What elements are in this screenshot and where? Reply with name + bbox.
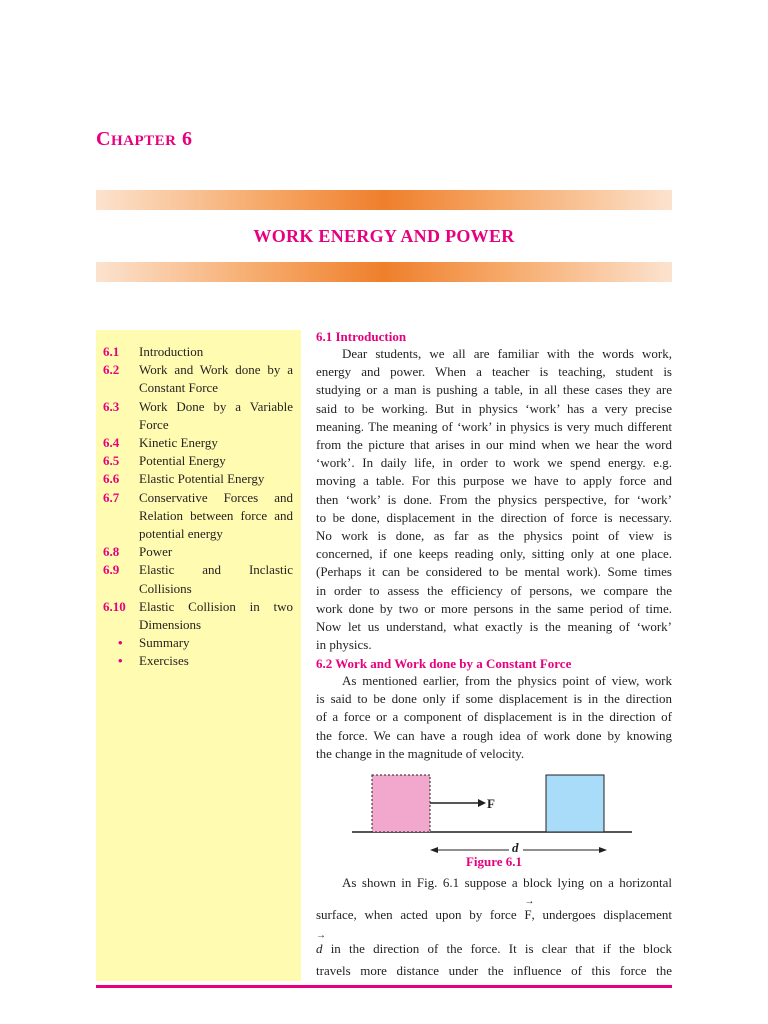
paragraph-line [316,896,672,923]
paragraph-line: then ‘work’ is done. From the physics perspective, for ‘work’ [316,491,672,507]
toc-label-line: Elastic Collision in two [139,598,293,614]
paragraph-line: to be done, displacement in the direction of force is necessary. [316,509,672,525]
paragraph-line: of a force or a component of displacement is in the direction of [316,709,672,725]
chapter-label: CHAPTER 6 [96,128,193,150]
toc-number: 6.6 [103,471,120,487]
text-segment: in the direction of the force. It is clear that if the block [322,941,672,956]
paragraph-line: in physics. [316,637,372,653]
paragraph-line [316,930,672,957]
toc-label-line: Potential Energy [139,453,226,469]
paragraph-line: studying or a man is pushing a table, in all these cases they are [316,382,672,398]
toc-bullet: • [118,653,123,669]
toc-label-line: Constant Force [139,380,219,396]
toc-number: 6.3 [103,398,120,414]
displacement-vector-symbol: → d [316,930,326,956]
toc-label [139,434,293,452]
toc-label [139,598,293,634]
toc-label-line: Conservative Forces and [139,489,293,505]
paragraph-line: Dear students, we all are familiar with the words work, [342,346,672,361]
paragraph-line: As mentioned earlier, from the physics point of view, work [342,673,672,688]
block-final-position [546,775,604,832]
paragraph-line: As shown in Fig. 6.1 suppose a block lying on a horizontal [342,875,672,890]
toc-label-line: Work and Work done by a [139,362,293,378]
toc-label [139,543,293,561]
toc-number: 6.5 [103,453,120,469]
toc-label [139,343,293,361]
section-heading-introduction: 6.1 Introduction [316,329,407,344]
paragraph-line: from the picture that arises in our mind when we hear the word [316,437,672,452]
toc-label [139,398,293,434]
paragraph-line: in order to assess the efficiency of persons, we compare the [316,582,672,598]
paragraph-line: No work is done, as far as the physics point of view is [316,528,672,543]
toc-label-line: Kinetic Energy [139,435,218,450]
toc-number: 6.1 [103,344,120,359]
paragraph-line: moving a table. For this purpose we have to apply force and [316,473,672,489]
paragraph-line: work done by two or more persons in the same period of time. [316,600,672,616]
toc-label-line: Elastic Potential Energy [139,471,265,487]
section-heading-work-constant-force: 6.2 Work and Work done by a Constant Force [316,656,572,671]
toc-label-line: Summary [139,635,190,651]
chapter-title: WORK ENERGY AND POWER [253,226,515,246]
toc-label-line: Dimensions [139,617,202,632]
text-segment: , undergoes displacement [531,907,672,922]
paragraph-line: travels more distance under the influence of this force the [316,963,672,978]
toc-label-line: Force [139,416,169,432]
force-arrow-head [478,799,486,807]
toc-label [139,489,293,544]
paragraph-line: the force. We can have a rough idea of work done by knowing [316,727,672,743]
toc-number: 6.2 [103,362,120,378]
paragraph-line: (Perhaps it can be considered to be mental work). Some times [316,564,672,580]
title-band-bottom [96,262,672,282]
paragraph-line: Now let us understand, what exactly is the meaning of ‘work’ [316,619,672,634]
toc-number: 6.10 [103,598,126,614]
toc-label-line: Elastic and Inclastic [139,562,293,578]
toc-label-line: Relation between force and [139,507,293,523]
toc-number: 6.8 [103,544,120,560]
toc-label [139,652,293,670]
force-label: F [487,796,495,811]
toc-label-line: Power [139,544,173,560]
page-bottom-rule [96,985,672,988]
toc-number: 6.4 [103,435,120,450]
paragraph-line: ‘work’. In daily life, in order to work we spend energy. e.g. [316,455,672,471]
toc-label-line: Exercises [139,653,189,669]
toc-label-line: potential energy [139,526,223,541]
toc-label-line: Work Done by a Variable [139,398,293,414]
figure-6-1-diagram [350,772,635,862]
block-initial-position [372,775,430,832]
displacement-label: d [512,840,519,855]
paragraph-line: the change in the magnitude of velocity. [316,745,525,761]
paragraph-line: concerned, if one keeps reading only, sitting only at one place. [316,546,672,562]
text-segment: surface, when acted upon by force [316,907,525,922]
toc-label [139,470,293,488]
paragraph-line: is said to be done only if some displacement is in the direction [316,691,672,707]
toc-bullet: • [118,635,123,651]
toc-number: 6.7 [103,489,120,505]
displacement-arrow-right-head [599,847,607,853]
toc-label [139,561,293,597]
paragraph-line: energy and power. When a teacher is teaching, student is [316,364,672,380]
figure-caption: Figure 6.1 [465,854,523,869]
toc-label [139,452,293,470]
paragraph-line: said to be working. But in physics ‘work’ has a very precise [316,400,672,416]
title-band-top [96,190,672,210]
toc-label [139,361,293,397]
chapter-contents-box [96,330,301,981]
toc-label-line: Introduction [139,344,204,359]
displacement-arrow-left-head [430,847,438,853]
toc-label [139,634,293,652]
toc-number: 6.9 [103,562,120,578]
force-vector-symbol: → F [524,896,535,922]
toc-label-line: Collisions [139,580,192,596]
paragraph-line: meaning. The meaning of ‘work’ in physics is very much different [316,418,672,434]
